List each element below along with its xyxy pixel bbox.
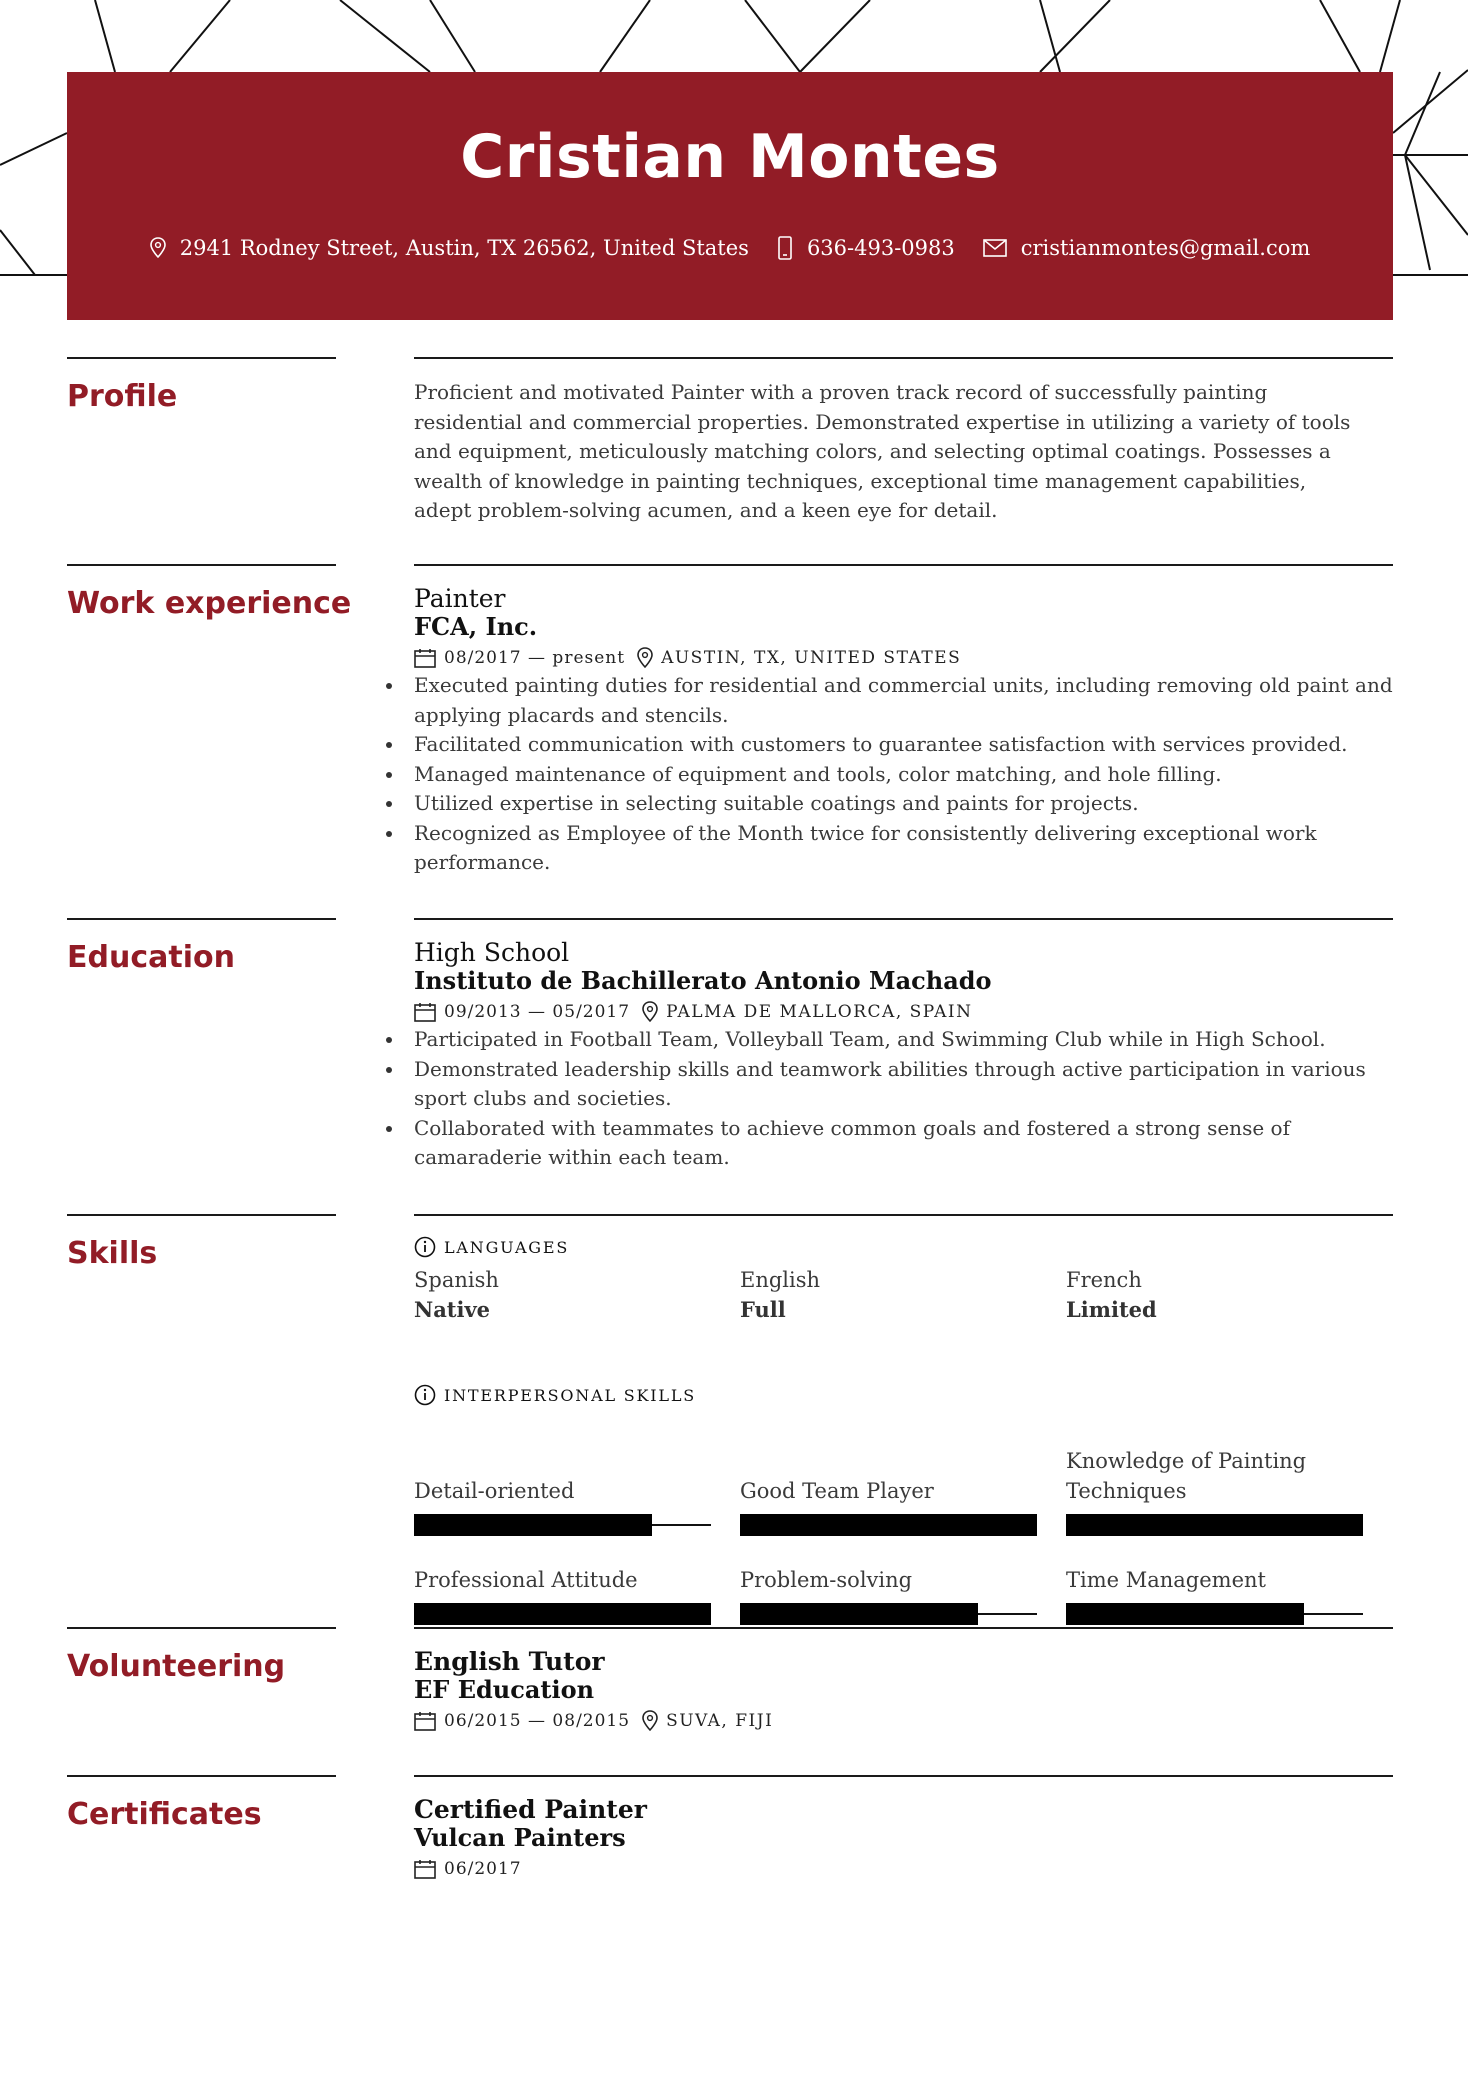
skill-name: Good Team Player [740,1478,934,1503]
divider [67,1627,336,1629]
location-pin-icon [150,237,166,259]
list-item: Participated in Football Team, Volleyball Team, and Swimming Club while in High School. [414,1025,1393,1055]
education-content [414,938,1393,1173]
section-title-education: Education [67,940,235,975]
languages-list [414,1266,1393,1324]
degree: High School [414,938,570,967]
skill-item [1066,1436,1363,1538]
list-item: Facilitated communication with customers to guarantee satisfaction with services provided. [414,730,1393,760]
languages-label: LANGUAGES [444,1237,570,1257]
divider [67,564,336,566]
skill-level-bar [740,1603,978,1625]
info-icon [414,1236,436,1258]
certificate-issuer: Vulcan Painters [414,1823,626,1852]
divider [414,1627,1393,1629]
language-item [414,1266,740,1324]
language-level: Full [740,1297,786,1322]
education-meta [414,999,1393,1025]
skill-item [414,1538,711,1627]
volunteer-meta [414,1708,1393,1734]
divider [414,564,1393,566]
location-pin-icon [637,647,653,669]
calendar-icon [414,1002,436,1022]
profile-line: Proficient and motivated Painter with a proven track record of successfully painting [414,380,1268,404]
skills-content [414,1236,1393,1592]
divider [414,1214,1393,1216]
skills-section [67,1214,1393,1614]
skill-item [414,1436,711,1538]
skill-name: Detail-oriented [414,1478,575,1503]
skill-level-bar [414,1603,711,1625]
skill-item [1066,1538,1363,1627]
volunteer-org: EF Education [414,1675,595,1704]
language-level: Limited [1066,1297,1157,1322]
volunteer-dates: 06/2015 — 08/2015 [444,1711,631,1731]
interpersonal-label: INTERPERSONAL SKILLS [444,1385,696,1405]
volunteering-content [414,1647,1393,1734]
address-item [150,236,749,260]
list-item: Recognized as Employee of the Month twice for consistently delivering exceptional work performance. [414,819,1393,878]
list-item: Utilized expertise in selecting suitable coatings and paints for projects. [414,789,1393,819]
language-name: Spanish [414,1268,499,1292]
skill-name: Time Management [1066,1567,1266,1592]
job-dates: 08/2017 — present [444,648,626,668]
divider [67,357,336,359]
profile-line: wealth of knowledge in painting techniques, exceptional time management capabilities, [414,468,1307,493]
job-title: Painter [414,584,506,613]
profile-line: residential and commercial properties. Demonstrated expertise in utilizing a variety of tools [414,409,1351,434]
list-item: Collaborated with teammates to achieve common goals and fostered a strong sense of camaraderie within each team. [414,1114,1393,1173]
profile-line: adept problem-solving acumen, and a keen eye for detail. [414,498,998,522]
divider [67,1214,336,1216]
certificate-name: Certified Painter [414,1795,647,1824]
education-dates: 09/2013 — 05/2017 [444,1002,631,1022]
language-name: French [1066,1268,1142,1292]
location-pin-icon [642,1710,658,1732]
mobile-phone-icon [777,236,793,260]
job-location: AUSTIN, TX, UNITED STATES [661,648,962,668]
education-location: PALMA DE MALLORCA, SPAIN [666,1002,973,1022]
divider [67,918,336,920]
divider [67,1775,336,1777]
location-pin-icon [642,1001,658,1023]
skill-level-bar [414,1514,652,1536]
volunteer-role: English Tutor [414,1647,605,1676]
resume-header [67,72,1393,320]
divider [414,1775,1393,1777]
profile-content [414,378,1393,526]
job-bullets [414,671,1393,878]
skill-name: Problem-solving [740,1567,913,1592]
skill-name: Professional Attitude [414,1567,638,1592]
email-link[interactable]: cristianmontes@gmail.com [1020,236,1311,260]
calendar-icon [414,1711,436,1731]
languages-heading [414,1236,1393,1258]
skill-name: Knowledge of Painting Techniques [1066,1449,1307,1503]
envelope-icon [983,239,1007,257]
info-icon [414,1384,436,1406]
section-title-volunteering: Volunteering [67,1649,286,1684]
skill-item [740,1436,1037,1538]
education-bullets [414,1025,1393,1173]
employer: FCA, Inc. [414,612,538,641]
skill-level-bar [1066,1603,1304,1625]
email-item[interactable] [983,236,1311,260]
interpersonal-heading [414,1384,696,1406]
certificate-date: 06/2017 [444,1859,522,1879]
list-item: Demonstrated leadership skills and teamwork abilities through active participation in various sport clubs and societies. [414,1055,1393,1114]
language-item [1066,1266,1392,1324]
calendar-icon [414,648,436,668]
phone-item [777,236,955,260]
volunteer-location: SUVA, FIJI [666,1711,774,1731]
language-name: English [740,1268,821,1292]
skill-level-bar [1066,1514,1363,1536]
section-title-certificates: Certificates [67,1797,262,1832]
profile-summary [414,378,1393,526]
school: Instituto de Bachillerato Antonio Machado [414,966,992,995]
language-level: Native [414,1297,491,1322]
section-title-work: Work experience [67,586,352,621]
section-title-skills: Skills [67,1236,158,1271]
address-text: 2941 Rodney Street, Austin, TX 26562, United States [179,236,749,260]
divider [414,918,1393,920]
section-title-profile: Profile [67,379,178,414]
skill-item [740,1538,1037,1627]
contact-info [67,236,1393,260]
candidate-name: Cristian Montes [460,122,1000,192]
calendar-icon [414,1859,436,1879]
profile-line: and equipment, meticulously matching colors, and selecting optimal coatings. Possesses a [414,439,1331,463]
list-item: Executed painting duties for residential and commercial units, including removing old paint and applying placards and stencils. [414,671,1393,730]
language-item [740,1266,1066,1324]
work-content [414,584,1393,878]
divider [414,357,1393,359]
skill-level-bar [740,1514,1037,1536]
list-item: Managed maintenance of equipment and tools, color matching, and hole filling. [414,760,1393,790]
job-meta [414,645,1393,671]
certificate-meta [414,1856,1393,1882]
certificates-content [414,1795,1393,1882]
phone-text: 636-493-0983 [806,236,955,260]
